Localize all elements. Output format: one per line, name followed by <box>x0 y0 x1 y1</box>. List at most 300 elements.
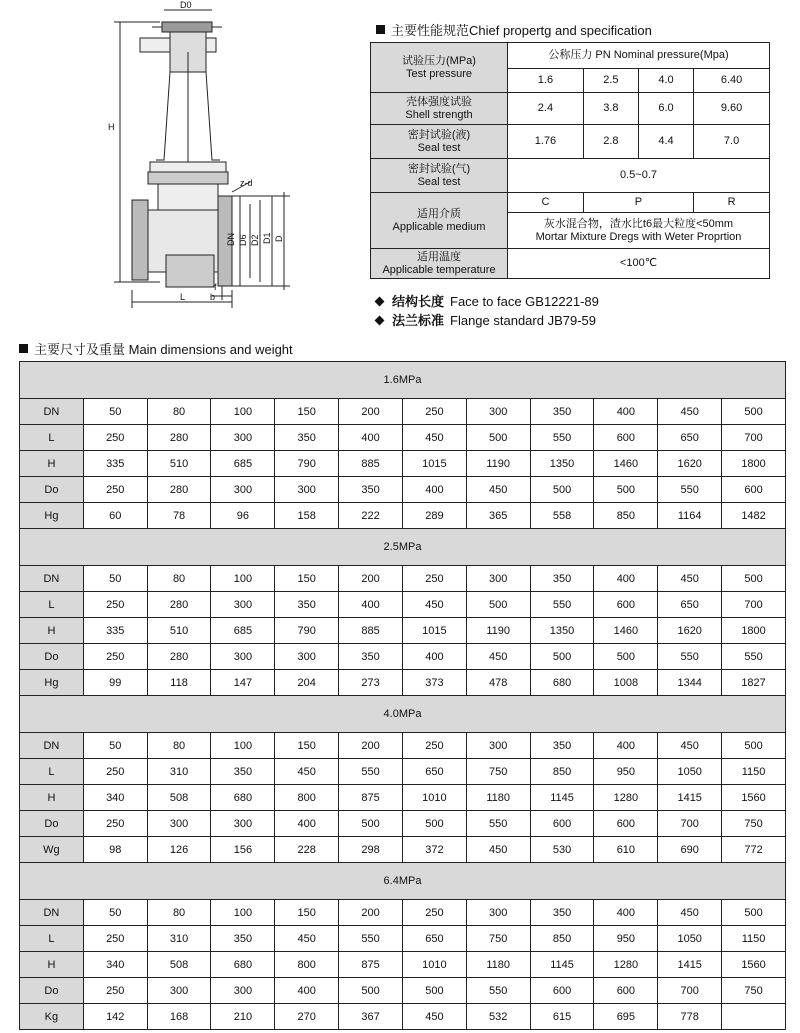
table-cell: 500 <box>722 733 786 759</box>
label-l: L <box>180 292 186 302</box>
shell-value: 3.8 <box>583 93 638 125</box>
table-cell: 100 <box>211 900 275 926</box>
table-cell: 118 <box>147 670 211 696</box>
table-cell: 508 <box>147 952 211 978</box>
test-pressure-zh: 试验压力(MPa) <box>402 54 476 67</box>
table-cell: 450 <box>658 733 722 759</box>
table-cell: 650 <box>402 926 466 952</box>
medium-label <box>371 193 508 249</box>
table-cell: 50 <box>83 733 147 759</box>
table-cell: 500 <box>722 566 786 592</box>
table-cell: 400 <box>275 978 339 1004</box>
table-cell: 685 <box>211 618 275 644</box>
table-cell: 270 <box>275 1004 339 1030</box>
table-cell: 300 <box>466 399 530 425</box>
table-cell: 300 <box>275 644 339 670</box>
table-cell: 365 <box>466 503 530 529</box>
table-cell: 700 <box>658 811 722 837</box>
medium-desc-zh: 灰水混合物，渣水比t6最大粒度<50mm <box>543 217 734 230</box>
table-cell: 1010 <box>402 952 466 978</box>
table-cell: 885 <box>339 618 403 644</box>
shell-value: 9.60 <box>694 93 770 125</box>
label-f: f <box>214 282 217 292</box>
table-cell: 615 <box>530 1004 594 1030</box>
table-cell: 126 <box>147 837 211 863</box>
shell-strength-label <box>371 93 508 125</box>
temperature-zh: 适用温度 <box>417 250 461 263</box>
table-cell: 373 <box>402 670 466 696</box>
table-cell: 150 <box>275 566 339 592</box>
table-cell: 450 <box>275 926 339 952</box>
seal-gas-label <box>371 159 508 193</box>
table-cell: 450 <box>466 477 530 503</box>
table-cell: 500 <box>594 644 658 670</box>
medium-type: C <box>508 193 584 213</box>
table-cell: 250 <box>83 592 147 618</box>
row-label: Do <box>20 978 84 1004</box>
table-cell: 1190 <box>466 618 530 644</box>
table-cell: 150 <box>275 733 339 759</box>
standards-notes <box>376 292 599 330</box>
medium-zh: 适用介质 <box>417 207 461 220</box>
table-row <box>20 399 786 425</box>
table-row <box>20 618 786 644</box>
table-cell: 550 <box>339 759 403 785</box>
table-cell: 250 <box>402 733 466 759</box>
table-cell: 550 <box>339 926 403 952</box>
table-cell: 650 <box>402 759 466 785</box>
table-cell: 850 <box>530 926 594 952</box>
pn-value: 1.6 <box>508 69 584 93</box>
table-cell: 500 <box>722 399 786 425</box>
table-cell: 300 <box>211 477 275 503</box>
table-row <box>20 759 786 785</box>
table-cell: 273 <box>339 670 403 696</box>
note-en: Face to face GB12221-89 <box>450 294 599 309</box>
table-cell: 450 <box>466 644 530 670</box>
row-label: H <box>20 785 84 811</box>
row-label: Hg <box>20 670 84 696</box>
table-cell: 450 <box>466 837 530 863</box>
table-cell: 1827 <box>722 670 786 696</box>
table-cell: 350 <box>339 644 403 670</box>
spec-title-text: 主要性能规范Chief propertg and specification <box>391 23 652 38</box>
nominal-pressure-header: 公称压力 PN Nominal pressure(Mpa) <box>508 43 770 69</box>
bullet-square-icon <box>19 344 28 353</box>
table-cell: 280 <box>147 425 211 451</box>
table-cell: 300 <box>211 425 275 451</box>
table-cell: 350 <box>275 425 339 451</box>
table-cell: 350 <box>211 926 275 952</box>
table-cell: 875 <box>339 785 403 811</box>
table-cell: 1800 <box>722 618 786 644</box>
table-cell: 250 <box>402 399 466 425</box>
table-cell: 300 <box>211 644 275 670</box>
seal-liquid-value: 1.76 <box>508 125 584 159</box>
spec-section-title <box>376 20 652 39</box>
table-cell: 200 <box>339 399 403 425</box>
table-cell: 200 <box>339 566 403 592</box>
shell-zh: 壳体强度试验 <box>406 95 472 108</box>
pn-value: 6.40 <box>694 69 770 93</box>
table-cell: 550 <box>466 811 530 837</box>
label-h: H <box>108 122 115 132</box>
table-cell: 400 <box>339 425 403 451</box>
row-label: DN <box>20 566 84 592</box>
table-cell: 532 <box>466 1004 530 1030</box>
dimensions-section-title <box>19 339 293 358</box>
table-cell: 400 <box>594 566 658 592</box>
table-cell: 1560 <box>722 785 786 811</box>
table-cell: 1350 <box>530 451 594 477</box>
table-cell: 500 <box>402 811 466 837</box>
table-cell: 500 <box>594 477 658 503</box>
table-cell: 1150 <box>722 926 786 952</box>
row-label: L <box>20 425 84 451</box>
table-cell: 1800 <box>722 451 786 477</box>
table-cell: 600 <box>594 978 658 1004</box>
table-cell: 80 <box>147 733 211 759</box>
label-zd: z-d <box>240 178 253 188</box>
dimensions-table <box>19 361 786 1030</box>
table-cell: 96 <box>211 503 275 529</box>
table-cell: 298 <box>339 837 403 863</box>
table-cell: 78 <box>147 503 211 529</box>
table-cell: 750 <box>466 759 530 785</box>
table-cell: 695 <box>594 1004 658 1030</box>
table-cell: 300 <box>275 477 339 503</box>
table-cell: 500 <box>466 592 530 618</box>
seal-liquid-value: 2.8 <box>583 125 638 159</box>
diamond-bullet-icon <box>375 297 385 307</box>
table-cell: 300 <box>466 733 530 759</box>
table-row <box>20 644 786 670</box>
table-cell: 1010 <box>402 785 466 811</box>
table-row <box>20 477 786 503</box>
table-row <box>20 952 786 978</box>
row-label: L <box>20 926 84 952</box>
table-cell: 850 <box>594 503 658 529</box>
table-cell: 372 <box>402 837 466 863</box>
table-cell: 600 <box>594 425 658 451</box>
table-cell: 50 <box>83 566 147 592</box>
row-label: Hg <box>20 503 84 529</box>
table-cell: 250 <box>83 759 147 785</box>
table-cell: 1560 <box>722 952 786 978</box>
table-row <box>20 785 786 811</box>
test-pressure-label <box>371 43 508 93</box>
table-row <box>20 926 786 952</box>
bullet-square-icon <box>376 25 385 34</box>
table-cell: 80 <box>147 900 211 926</box>
table-cell: 300 <box>466 900 530 926</box>
table-cell: 335 <box>83 451 147 477</box>
table-cell: 250 <box>83 644 147 670</box>
table-cell: 500 <box>466 425 530 451</box>
table-cell: 558 <box>530 503 594 529</box>
table-cell: 450 <box>402 592 466 618</box>
table-cell: 350 <box>530 733 594 759</box>
table-cell: 350 <box>211 759 275 785</box>
table-cell: 500 <box>402 978 466 1004</box>
table-cell: 250 <box>402 566 466 592</box>
pressure-group-label: 4.0MPa <box>20 696 786 733</box>
table-cell: 1164 <box>658 503 722 529</box>
note-zh: 法兰标准 <box>392 313 445 328</box>
table-cell: 950 <box>594 759 658 785</box>
table-cell: 50 <box>83 399 147 425</box>
table-cell: 1280 <box>594 952 658 978</box>
table-row <box>20 670 786 696</box>
table-cell: 680 <box>211 952 275 978</box>
table-cell: 550 <box>530 425 594 451</box>
table-cell: 1460 <box>594 451 658 477</box>
row-label: L <box>20 592 84 618</box>
table-cell: 680 <box>211 785 275 811</box>
table-cell: 300 <box>211 978 275 1004</box>
label-d6: D6 <box>238 234 248 246</box>
seal-gas-value: 0.5~0.7 <box>508 159 770 193</box>
table-cell: 778 <box>658 1004 722 1030</box>
table-cell: 885 <box>339 451 403 477</box>
spec-table <box>370 42 770 279</box>
table-cell: 690 <box>658 837 722 863</box>
pressure-group-header <box>20 696 786 733</box>
row-label: Do <box>20 811 84 837</box>
pressure-group-label: 2.5MPa <box>20 529 786 566</box>
seal-gas-zh: 密封试验(气) <box>407 162 471 175</box>
label-d0: D0 <box>180 0 192 10</box>
table-cell: 450 <box>402 1004 466 1030</box>
medium-desc <box>508 213 770 249</box>
row-label: Kg <box>20 1004 84 1030</box>
medium-type: P <box>583 193 693 213</box>
note-face-to-face <box>376 292 599 311</box>
table-cell: 50 <box>83 900 147 926</box>
table-cell: 700 <box>658 978 722 1004</box>
table-row <box>20 811 786 837</box>
table-cell: 280 <box>147 477 211 503</box>
table-cell: 1190 <box>466 451 530 477</box>
table-cell: 350 <box>339 477 403 503</box>
table-cell: 450 <box>658 399 722 425</box>
table-cell: 200 <box>339 900 403 926</box>
temperature-label <box>371 249 508 279</box>
table-cell: 600 <box>530 811 594 837</box>
table-cell: 80 <box>147 399 211 425</box>
table-cell: 300 <box>147 978 211 1004</box>
valve-drawing-svg <box>100 0 320 310</box>
table-cell: 500 <box>339 811 403 837</box>
table-cell: 600 <box>594 811 658 837</box>
table-cell: 210 <box>211 1004 275 1030</box>
table-cell: 1350 <box>530 618 594 644</box>
table-cell: 1620 <box>658 618 722 644</box>
table-cell: 350 <box>530 900 594 926</box>
table-cell: 367 <box>339 1004 403 1030</box>
table-cell: 168 <box>147 1004 211 1030</box>
note-zh: 结构长度 <box>392 294 445 309</box>
seal-liquid-value: 7.0 <box>694 125 770 159</box>
table-row <box>20 566 786 592</box>
table-cell: 222 <box>339 503 403 529</box>
table-cell: 1620 <box>658 451 722 477</box>
table-row <box>20 900 786 926</box>
valve-drawing <box>100 0 320 310</box>
table-cell: 250 <box>83 477 147 503</box>
label-d1: D1 <box>262 232 272 244</box>
table-cell: 1482 <box>722 503 786 529</box>
table-cell: 650 <box>658 592 722 618</box>
table-cell: 510 <box>147 451 211 477</box>
table-cell: 300 <box>211 592 275 618</box>
table-cell: 550 <box>466 978 530 1004</box>
table-cell: 400 <box>594 900 658 926</box>
table-cell: 350 <box>530 566 594 592</box>
row-label: DN <box>20 399 84 425</box>
table-cell: 340 <box>83 952 147 978</box>
table-cell: 700 <box>722 425 786 451</box>
table-cell: 1150 <box>722 759 786 785</box>
table-cell: 250 <box>83 978 147 1004</box>
table-cell: 1050 <box>658 926 722 952</box>
table-cell: 790 <box>275 618 339 644</box>
table-row <box>20 978 786 1004</box>
table-cell: 550 <box>658 477 722 503</box>
table-cell: 790 <box>275 451 339 477</box>
table-cell: 600 <box>722 477 786 503</box>
table-cell: 400 <box>594 399 658 425</box>
table-cell: 280 <box>147 644 211 670</box>
shell-value: 6.0 <box>638 93 693 125</box>
table-cell: 450 <box>402 425 466 451</box>
table-cell: 550 <box>722 644 786 670</box>
table-cell: 450 <box>658 566 722 592</box>
table-cell: 335 <box>83 618 147 644</box>
label-b: b <box>210 292 216 302</box>
pressure-group-label: 1.6MPa <box>20 362 786 399</box>
table-cell: 300 <box>466 566 530 592</box>
table-cell: 150 <box>275 900 339 926</box>
pressure-group-header <box>20 362 786 399</box>
label-dn: DN <box>226 233 236 246</box>
table-cell: 60 <box>83 503 147 529</box>
pressure-group-header <box>20 529 786 566</box>
table-cell: 400 <box>339 592 403 618</box>
table-cell: 400 <box>402 477 466 503</box>
label-d: D <box>274 235 284 242</box>
table-row <box>20 503 786 529</box>
table-cell: 1145 <box>530 785 594 811</box>
pn-value: 2.5 <box>583 69 638 93</box>
table-cell: 156 <box>211 837 275 863</box>
label-d2: D2 <box>250 234 260 246</box>
table-cell: 400 <box>402 644 466 670</box>
table-cell: 550 <box>530 592 594 618</box>
pressure-group-header <box>20 863 786 900</box>
table-cell: 228 <box>275 837 339 863</box>
table-cell: 772 <box>722 837 786 863</box>
dimensions-title-text: 主要尺寸及重量 Main dimensions and weight <box>34 342 293 357</box>
table-cell: 750 <box>722 811 786 837</box>
table-cell: 1415 <box>658 952 722 978</box>
table-cell: 147 <box>211 670 275 696</box>
row-label: L <box>20 759 84 785</box>
shell-value: 2.4 <box>508 93 584 125</box>
row-label: DN <box>20 900 84 926</box>
table-cell: 478 <box>466 670 530 696</box>
row-label: Wg <box>20 837 84 863</box>
shell-en: Shell strength <box>405 108 473 121</box>
medium-type: R <box>694 193 770 213</box>
table-cell: 99 <box>83 670 147 696</box>
table-cell: 1344 <box>658 670 722 696</box>
table-row <box>20 733 786 759</box>
test-pressure-en: Test pressure <box>405 67 473 80</box>
table-cell: 1415 <box>658 785 722 811</box>
table-cell: 350 <box>275 592 339 618</box>
table-cell: 280 <box>147 592 211 618</box>
table-row <box>20 425 786 451</box>
table-cell: 200 <box>339 733 403 759</box>
row-label: Do <box>20 477 84 503</box>
table-cell: 1008 <box>594 670 658 696</box>
row-label: Do <box>20 644 84 670</box>
table-row <box>20 592 786 618</box>
table-cell: 150 <box>275 399 339 425</box>
table-cell <box>722 1004 786 1030</box>
table-cell: 850 <box>530 759 594 785</box>
table-cell: 450 <box>275 759 339 785</box>
table-cell: 750 <box>466 926 530 952</box>
table-cell: 204 <box>275 670 339 696</box>
table-cell: 508 <box>147 785 211 811</box>
seal-liquid-zh: 密封试验(液) <box>407 128 471 141</box>
table-cell: 450 <box>658 900 722 926</box>
table-cell: 310 <box>147 759 211 785</box>
table-cell: 500 <box>722 900 786 926</box>
table-cell: 680 <box>530 670 594 696</box>
pn-value: 4.0 <box>638 69 693 93</box>
note-en: Flange standard JB79-59 <box>450 313 596 328</box>
table-cell: 530 <box>530 837 594 863</box>
seal-liquid-en: Seal test <box>417 141 461 154</box>
table-cell: 1460 <box>594 618 658 644</box>
row-label: DN <box>20 733 84 759</box>
seal-liquid-label <box>371 125 508 159</box>
table-cell: 610 <box>594 837 658 863</box>
pressure-group-label: 6.4MPa <box>20 863 786 900</box>
table-cell: 250 <box>83 926 147 952</box>
table-cell: 1015 <box>402 618 466 644</box>
table-cell: 98 <box>83 837 147 863</box>
table-cell: 250 <box>402 900 466 926</box>
table-cell: 100 <box>211 399 275 425</box>
table-cell: 350 <box>530 399 594 425</box>
table-cell: 685 <box>211 451 275 477</box>
table-cell: 300 <box>147 811 211 837</box>
table-cell: 100 <box>211 566 275 592</box>
table-cell: 1180 <box>466 952 530 978</box>
table-cell: 310 <box>147 926 211 952</box>
medium-desc-en: Mortar Mixture Dregs with Weter Proprtion <box>535 230 742 243</box>
table-cell: 800 <box>275 952 339 978</box>
row-label: H <box>20 618 84 644</box>
table-cell: 650 <box>658 425 722 451</box>
table-cell: 500 <box>339 978 403 1004</box>
table-cell: 500 <box>530 477 594 503</box>
table-cell: 250 <box>83 425 147 451</box>
